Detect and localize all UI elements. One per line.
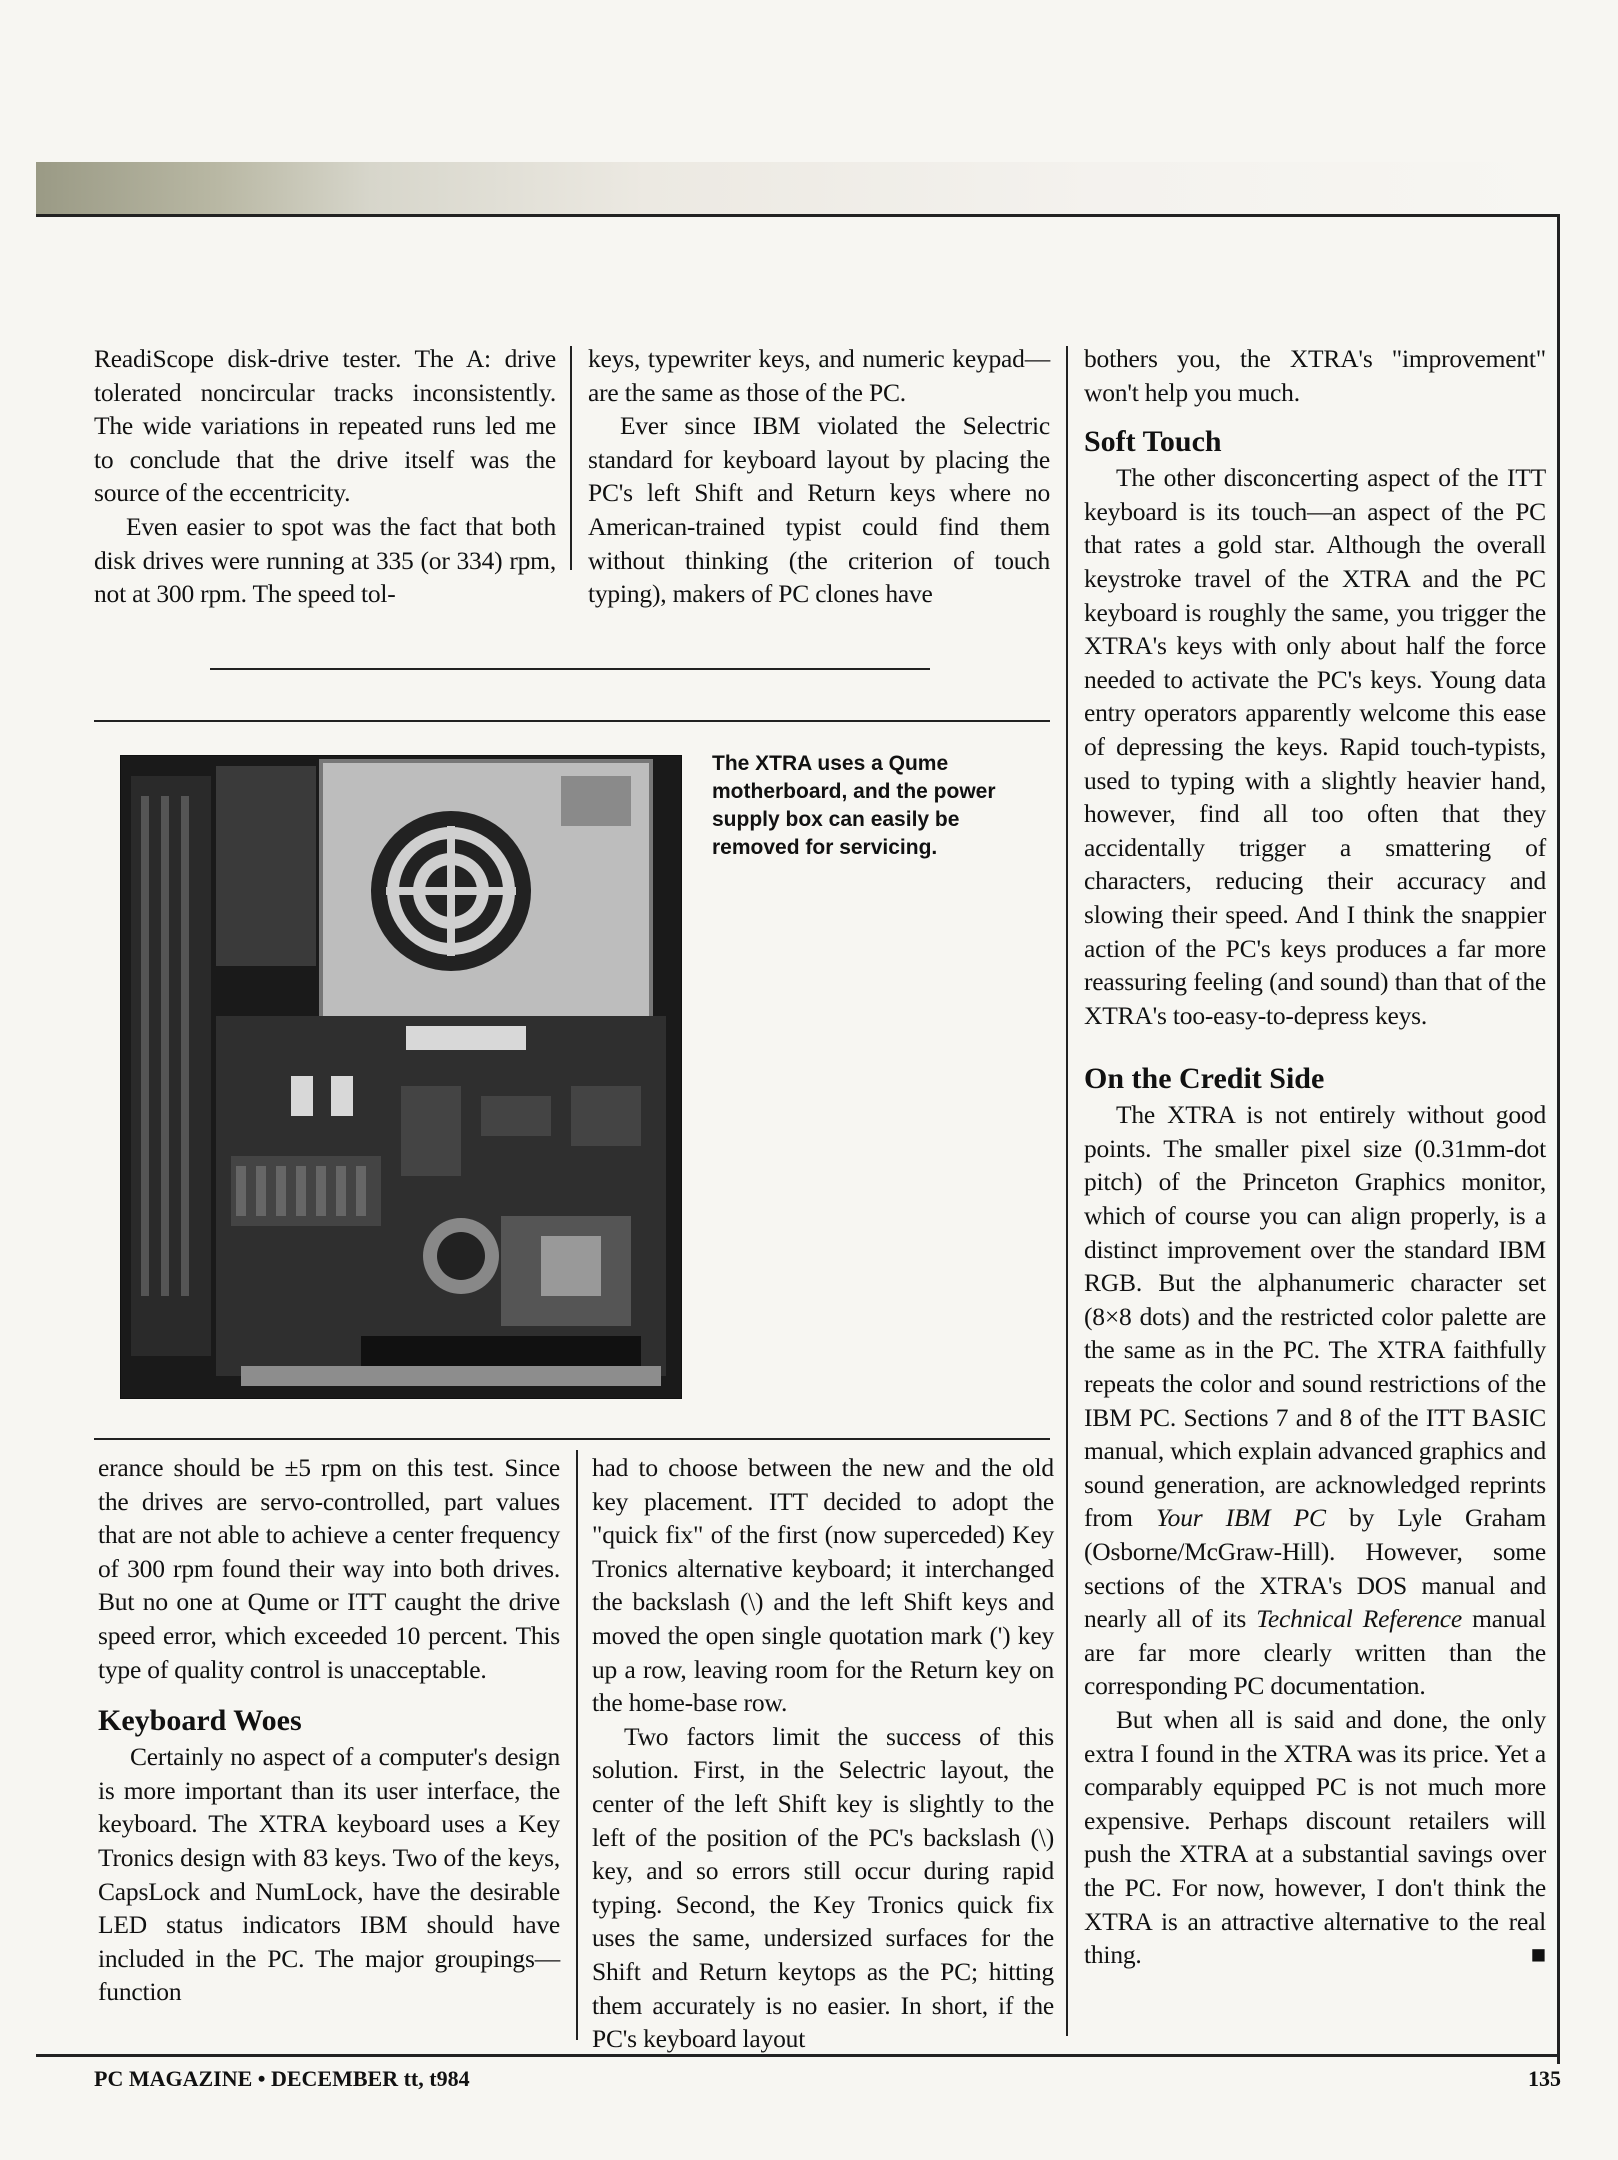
paragraph xyxy=(1084,1098,1546,1703)
column-divider xyxy=(576,1450,578,2040)
text-run: manual are far more clearly written than the corresponding PC documentation. xyxy=(1084,1604,1546,1701)
frame-right-rule xyxy=(1557,214,1560,2064)
text-run: But when all is said and done, the only extra I found in the XTRA was its price. Yet a comparably equipped PC is not much more expensive. Perhaps discount retailers will push the XTRA at a substantial savings over the PC. For now, however, I don't think the XTRA is an attractive alternative to the real thing. xyxy=(1084,1704,1546,1970)
footer-publication: PC MAGAZINE • DECEMBER tt, t984 xyxy=(94,2066,470,2091)
section-heading-credit-side: On the Credit Side xyxy=(1084,1062,1325,1096)
motherboard-photo xyxy=(120,755,682,1399)
photo-bottom-rule xyxy=(94,1438,1050,1440)
footer-rule xyxy=(36,2054,1560,2057)
paragraph: had to choose between the new and the old key placement. ITT decided to adopt the "quick fix" of the first (now superceded) Key Tronics alternative keyboard; it interchanged the backslash (\) and the left Shift keys and moved the open single quotation mark (') key up a row, leaving room for the Return key on the home-base row. xyxy=(592,1453,1054,1718)
page-number: 135 xyxy=(1528,2066,1561,2091)
end-mark: ■ xyxy=(1530,1940,1546,1970)
column-1-top xyxy=(94,342,556,611)
paragraph: erance should be ±5 rpm on this test. Since the drives are servo-controlled, part values that are not able to achieve a center frequency of 300 rpm found their way into both drives. But no one at Qume or ITT caught the drive speed error, which exceeded 10 percent. This type of quality control is unacceptable. xyxy=(98,1453,560,1684)
short-separator-rule xyxy=(210,668,930,670)
text-run: by Lyle Graham (Osborne/McGraw-Hill). However, some sections of the XTRA's DOS manual and nearly all of its xyxy=(1084,1503,1546,1634)
column-divider xyxy=(1066,346,1068,2036)
motherboard-illustration xyxy=(121,756,681,1398)
paragraph: bothers you, the XTRA's "improvement" won't help you much. xyxy=(1084,344,1546,407)
paragraph: Even easier to spot was the fact that both disk drives were running at 335 (or 334) rpm, not at 300 rpm. The speed tol- xyxy=(94,511,556,609)
section-heading-soft-touch: Soft Touch xyxy=(1084,425,1222,459)
column-2-top xyxy=(588,342,1050,611)
column-divider xyxy=(570,346,572,570)
photo-caption: The XTRA uses a Qume motherboard, and the power supply box can easily be removed for servicing. xyxy=(712,752,996,859)
column-2-bottom xyxy=(592,1451,1054,2056)
header-banner xyxy=(36,162,1560,217)
text-run: The XTRA is not entirely without good points. The smaller pixel size (0.31mm-dot pitch) of the Princeton Graphics monitor, which of course you can align properly, is a distinct improvement over the standard IBM RGB. But the alphanumeric character set (8×8 dots) and the restricted color palette are the same as in the PC. The XTRA faithfully repeats the color and sound restrictions of the IBM PC. Sections 7 and 8 of the ITT BASIC manual, which explain advanced graphics and sound generation, are acknowledged reprints from xyxy=(1084,1100,1546,1533)
book-title: Your IBM PC xyxy=(1156,1503,1326,1533)
paragraph: keys, typewriter keys, and numeric keypad—are the same as those of the PC. xyxy=(588,344,1050,407)
manual-title: Technical Reference xyxy=(1256,1604,1462,1634)
paragraph: Certainly no aspect of a computer's design is more important than its user interface, the keyboard. The XTRA keyboard uses a Key Tronics design with 83 keys. Two of the keys, CapsLock and NumLock, have the desirable LED status indicators IBM should have included in the PC. The major groupings—function xyxy=(98,1742,560,2007)
column-1-bottom xyxy=(98,1451,560,2009)
section-heading-keyboard-woes: Keyboard Woes xyxy=(98,1704,302,1738)
paragraph xyxy=(1084,1703,1546,1972)
paragraph: The other disconcerting aspect of the ITT keyboard is its touch—an aspect of the PC that rates a gold star. Although the overall keystroke travel of the XTRA and the PC keyboard is roughly the same, you trigger the XTRA's keys with only about half the force needed to activate the PC's keys. Young data entry operators apparently welcome this ease of depressing the keys. Rapid touch-typists, used to typing with a slightly heavier hand, however, find all too often that they accidentally trigger a smattering of characters, reducing their accuracy and slowing their speed. And I think the snappier action of the PC's keys produces a far more reassuring feeling (and sound) than that of the XTRA's too-easy-to-depress keys. xyxy=(1084,463,1546,1030)
photo-top-rule xyxy=(94,720,1050,722)
paragraph: Ever since IBM violated the Selectric standard for keyboard layout by placing the PC's left Shift and Return keys where no American-trained typist could find them without thinking (the criterion of touch typing), makers of PC clones have xyxy=(588,411,1050,609)
paragraph: ReadiScope disk-drive tester. The A: drive tolerated noncircular tracks inconsistently. The wide variations in repeated runs led me to conclude that the drive itself was the source of the eccentricity. xyxy=(94,344,556,508)
paragraph: Two factors limit the success of this solution. First, in the Selectric layout, the center of the left Shift key is slightly to the left of the position of the PC's backslash (\) key, and so errors still occur during rapid typing. Second, the Key Tronics quick fix uses the same, undersized surfaces for the Shift and Return keytops as the PC; hitting them accurately is no easier. In short, if the PC's keyboard layout xyxy=(592,1721,1054,2054)
column-3 xyxy=(1084,342,1546,1972)
